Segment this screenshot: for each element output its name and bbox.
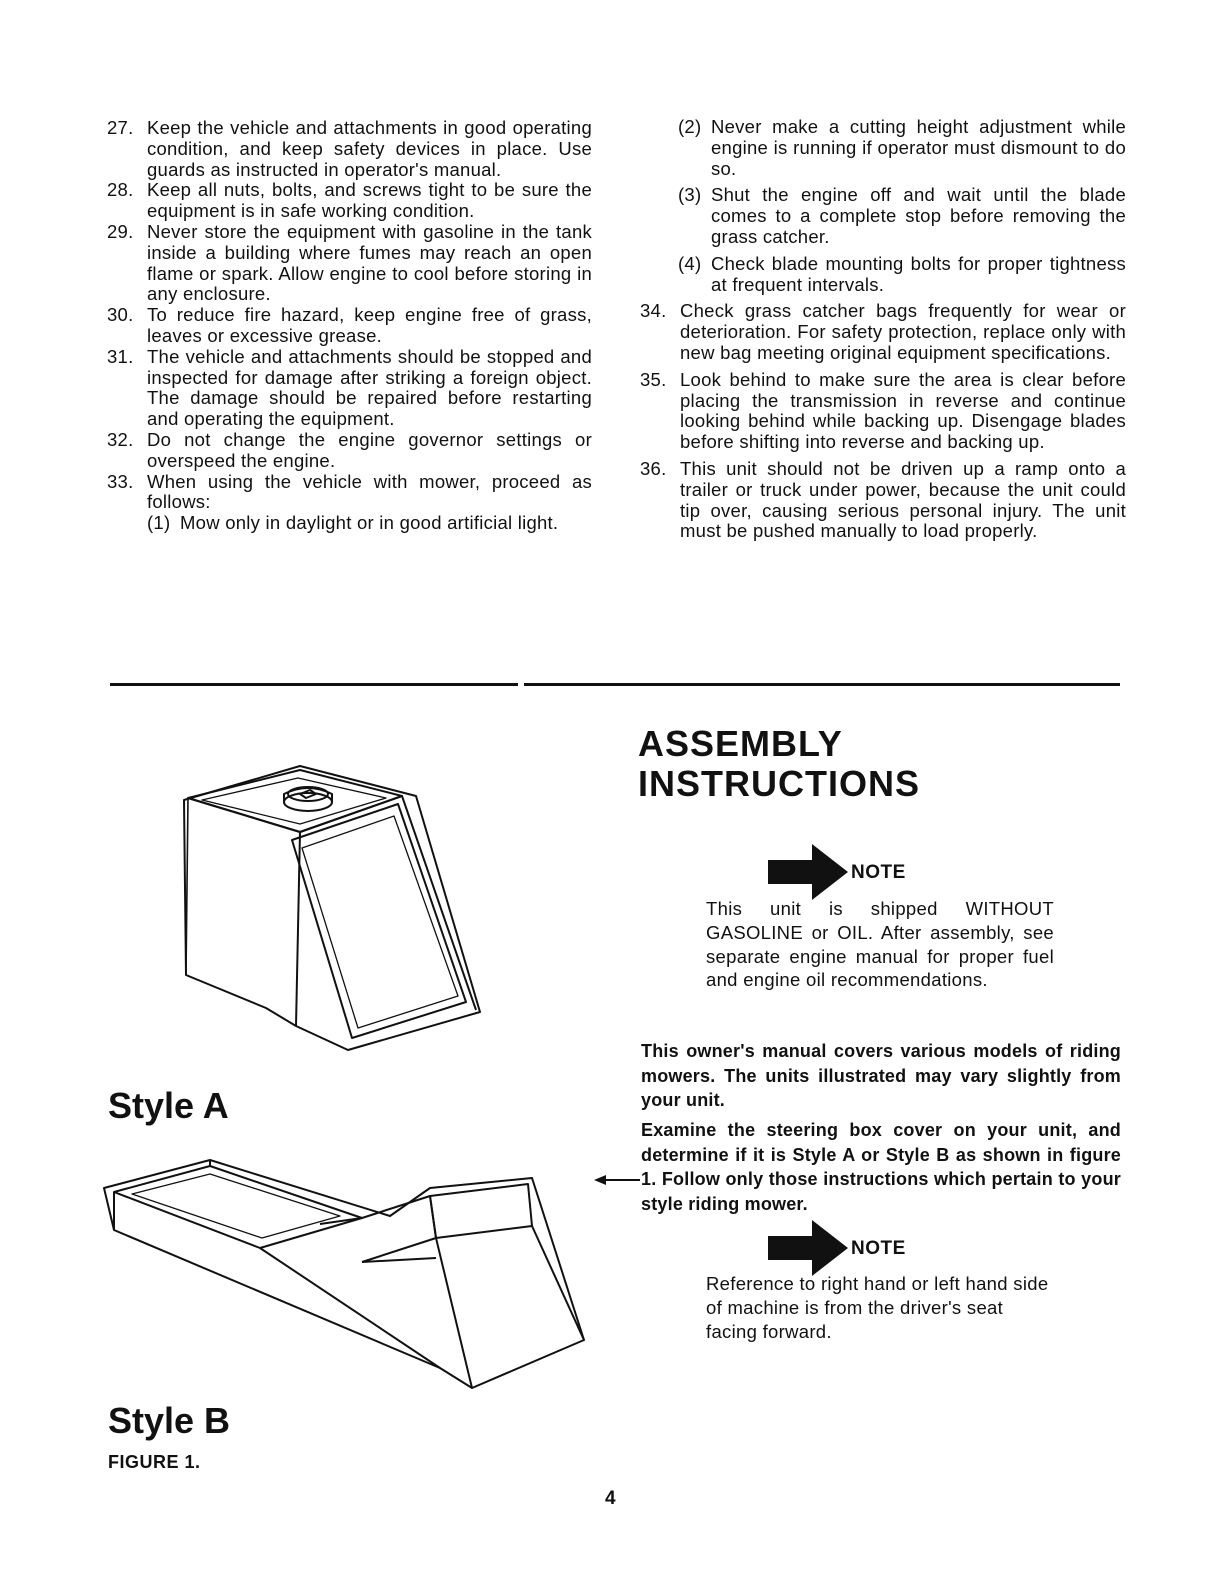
item-number: 34. (640, 300, 667, 322)
item-text: Keep the vehicle and attachments in good operating condition, and keep safety devices in place. Use guards as instructed in operator's manual. (147, 117, 592, 180)
list-item (107, 180, 592, 222)
sub-list-item (678, 254, 1126, 296)
item-text: To reduce fire hazard, keep engine free of grass, leaves or excessive grease. (147, 304, 592, 346)
sub-list-item (678, 117, 1126, 179)
note-text: Reference to right hand or left hand side of machine is from the driver's seat facing forward. (706, 1273, 1049, 1342)
sub-item-text: Check blade mounting bolts for proper tightness at frequent intervals. (711, 252, 1126, 295)
arrow-right-icon (768, 1220, 848, 1276)
item-text: Never store the equipment with gasoline in the tank inside a building where fumes may reach an open flame or spark. Allow engine to cool before storing in any enclosure. (147, 220, 592, 305)
list-item (107, 430, 592, 472)
item-text: When using the vehicle with mower, proceed as follows: (147, 470, 592, 513)
sub-list-item (678, 185, 1126, 247)
heading-line-2: INSTRUCTIONS (638, 763, 920, 804)
item-text: This unit should not be driven up a ramp onto a trailer or truck under power, because the unit could tip over, causing serious personal injury. The unit must be pushed manually to load properly. (680, 457, 1126, 542)
right-column (640, 117, 1126, 542)
style-paragraph: Examine the steering box cover on your unit, and determine if it is Style A or Style B as shown in figure 1. Follow only those instructions which pertain to your style riding mower. (641, 1120, 1121, 1214)
sub-item-number: (3) (678, 184, 702, 206)
item-number: 31. (107, 345, 134, 367)
item-text: Keep all nuts, bolts, and screws tight to be sure the equipment is in safe working condition. (147, 179, 592, 222)
item-text: Check grass catcher bags frequently for wear or deterioration. For safety protection, replace only with new bag meeting original equipment specifications. (680, 300, 1126, 363)
section-divider (110, 683, 518, 686)
item-number: 30. (107, 304, 134, 326)
note-text: This unit is shipped WITHOUT GASOLINE or OIL. After assembly, see separate engine manual for proper fuel and engine oil recommendations. (706, 898, 1054, 991)
section-heading (638, 724, 920, 804)
item-text: Look behind to make sure the area is clear before placing the transmission in reverse and continue looking behind while backing up. Disengage blades before shifting into reverse and backing up. (680, 368, 1126, 453)
item-number: 29. (107, 220, 134, 242)
page-number: 4 (605, 1488, 616, 1509)
item-text: The vehicle and attachments should be stopped and inspected for damage after striking a foreign object. The damage should be repaired before restarting and operating the equipment. (147, 345, 592, 430)
item-number: 32. (107, 428, 134, 450)
style-a-label: Style A (108, 1085, 229, 1126)
list-item (107, 472, 592, 514)
item-number: 35. (640, 368, 667, 390)
heading-line-1: ASSEMBLY (638, 723, 843, 764)
list-item (640, 370, 1126, 453)
sub-item-text: Shut the engine off and wait until the blade comes to a complete stop before removing the grass catcher. (711, 184, 1126, 247)
style-b-steering-box-illustration (100, 1158, 590, 1398)
models-paragraph: This owner's manual covers various models of riding mowers. The units illustrated may vary slightly from your unit. (641, 1041, 1121, 1110)
item-number: 33. (107, 470, 134, 492)
note-label: NOTE (851, 862, 906, 883)
figure-caption: FIGURE 1. (108, 1452, 201, 1472)
sub-item-number: (2) (678, 116, 702, 137)
list-item (640, 459, 1126, 542)
item-number: 28. (107, 179, 134, 201)
item-text: Do not change the engine governor settings or overspeed the engine. (147, 428, 592, 471)
arrow-left-icon (594, 1174, 640, 1186)
sub-list-item (147, 513, 592, 534)
section-divider (524, 683, 1120, 686)
sub-item-number: (4) (678, 252, 702, 274)
sub-item-text: Mow only in daylight or in good artificial light. (180, 512, 559, 534)
list-item (107, 118, 592, 180)
sub-item-number: (1) (147, 512, 171, 534)
item-number: 36. (640, 457, 667, 479)
arrow-right-icon (768, 844, 848, 900)
list-item (107, 222, 592, 305)
style-b-label: Style B (108, 1400, 231, 1441)
style-a-steering-box-illustration (180, 760, 500, 1060)
left-column (107, 118, 592, 534)
sub-item-text: Never make a cutting height adjustment while engine is running if operator must dismount to do so. (711, 116, 1126, 179)
item-number: 27. (107, 117, 134, 138)
list-item (640, 301, 1126, 363)
list-item (107, 305, 592, 347)
note-label: NOTE (851, 1238, 906, 1259)
list-item (107, 347, 592, 430)
